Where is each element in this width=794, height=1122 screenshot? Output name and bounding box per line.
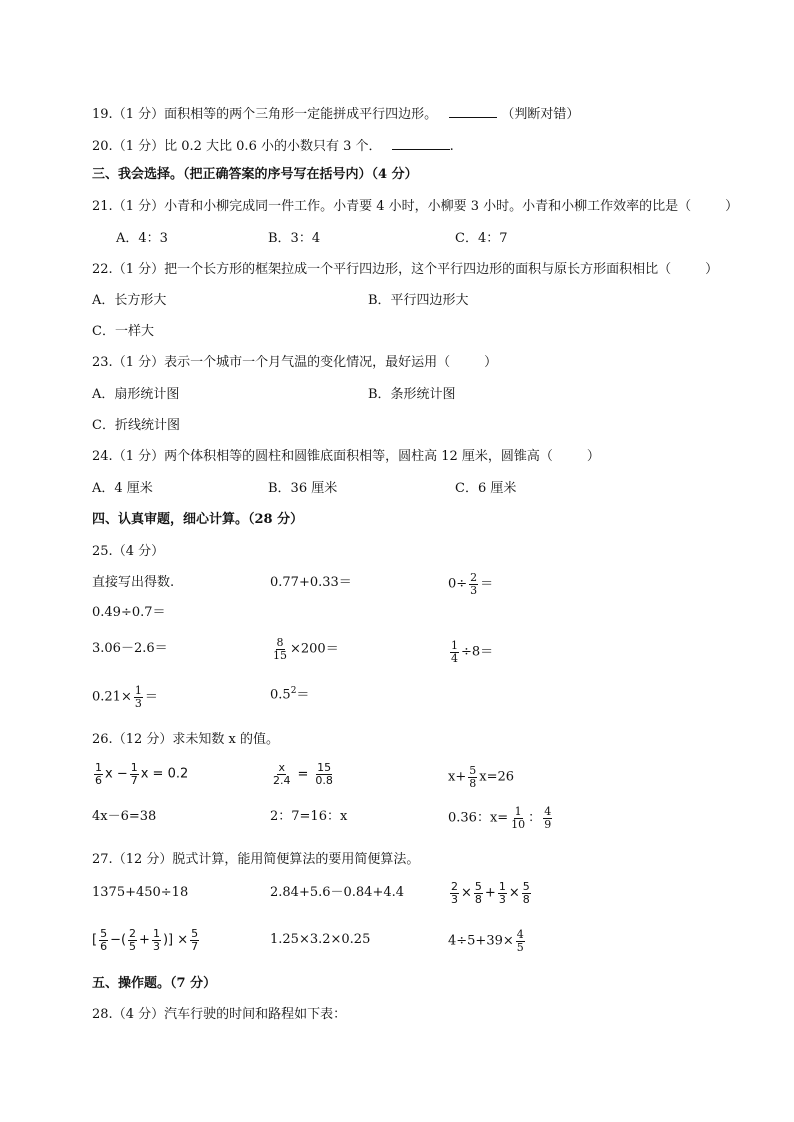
q27-expr-4 — [92, 928, 201, 952]
fraction — [543, 806, 552, 830]
question-score: （1 分） — [112, 449, 165, 464]
expr-text: = — [297, 766, 309, 782]
fraction — [516, 929, 525, 953]
q25-expr-5 — [270, 637, 339, 661]
question-28 — [92, 1008, 346, 1021]
numerator: 5 — [469, 764, 477, 777]
q24-option-b: B．36 厘米 — [268, 481, 338, 496]
numerator: 8 — [276, 636, 284, 649]
fraction — [190, 928, 199, 952]
fraction — [450, 640, 459, 664]
paren-close: ） — [725, 199, 739, 214]
denominator: 3 — [451, 892, 458, 906]
numerator: 1 — [130, 761, 138, 774]
expr-text: 0.21× — [92, 689, 132, 705]
bracket: [ — [92, 932, 98, 948]
q24-option-c: C．6 厘米 — [455, 481, 517, 496]
expr-text: 4÷5+39× — [448, 933, 514, 949]
q25-expr-7 — [92, 685, 158, 709]
question-text: 两个体积相等的圆柱和圆锥底面积相等，圆柱高 12 厘米，圆锥高（ — [164, 449, 553, 464]
fraction — [510, 806, 526, 830]
question-26 — [92, 733, 279, 746]
fraction — [134, 685, 143, 709]
q26-equation-1 — [92, 762, 188, 786]
numerator: 1 — [498, 880, 506, 893]
expr-text: 0÷ — [448, 576, 468, 592]
denominator: 6 — [100, 939, 108, 953]
question-number: 22. — [92, 262, 113, 277]
denominator: 7 — [130, 773, 138, 787]
q22-option-b: B．平行四边形大 — [368, 293, 469, 308]
question-text: 脱式计算，能用简便算法的要用简便算法。 — [172, 852, 420, 867]
q25-expr-3: 0.49÷0.7＝ — [92, 605, 166, 620]
expr-text: x = 0.2 — [140, 766, 189, 782]
operator: × — [508, 885, 520, 901]
numerator: 1 — [152, 927, 160, 940]
fraction — [498, 881, 507, 905]
denominator: 8 — [522, 892, 530, 906]
question-number: 27. — [92, 852, 113, 867]
denominator: 5 — [516, 940, 524, 954]
q26-equation-3 — [448, 765, 514, 789]
q26-equation-6 — [448, 806, 554, 830]
denominator: 15 — [273, 648, 287, 662]
question-text: 比 0.2 大比 0.6 小的小数只有 3 个． — [164, 139, 382, 154]
fraction — [468, 765, 477, 789]
question-21 — [92, 200, 738, 213]
expr-text: ＝ — [296, 687, 310, 703]
operator: + — [139, 932, 150, 948]
expr-text: 0.5 — [270, 687, 291, 703]
q25-expr-4: 3.06－2.6＝ — [92, 641, 168, 656]
denominator: 6 — [95, 773, 102, 787]
expr-text: ÷8＝ — [461, 644, 494, 660]
denominator: 9 — [544, 817, 552, 831]
denominator: 0.8 — [315, 773, 333, 787]
question-score: （4 分） — [112, 1007, 165, 1022]
q21-option-a: A．4：3 — [116, 231, 168, 246]
numerator: 4 — [516, 928, 524, 941]
operator: × — [461, 885, 472, 901]
expr-text: x − — [105, 766, 128, 782]
q26-equation-5: 2：7=16：x — [270, 809, 348, 824]
fraction — [469, 572, 478, 596]
fraction — [94, 762, 103, 786]
question-number: 24. — [92, 449, 113, 464]
fraction — [128, 928, 137, 952]
question-number: 23. — [92, 355, 113, 370]
expr-text: ＝ — [480, 576, 494, 592]
question-22 — [92, 263, 718, 276]
numerator: 5 — [522, 880, 530, 893]
numerator: x — [278, 761, 285, 774]
q23-option-a: A．扇形统计图 — [92, 387, 180, 402]
question-text: 把一个长方形的框架拉成一个平行四边形，这个平行四边形的面积与原长方形面积相比（ — [164, 262, 672, 277]
q22-option-a: A．长方形大 — [92, 293, 167, 308]
question-number: 26. — [92, 732, 113, 747]
denominator: 7 — [191, 939, 199, 953]
section-heading-3: 三、我会选择。（把正确答案的序号写在括号内）（4 分） — [92, 167, 418, 182]
bracket: )] × — [162, 932, 189, 948]
numerator: 5 — [474, 880, 482, 893]
section-heading-5: 五、操作题。（7 分） — [92, 976, 217, 991]
question-score: （1 分） — [112, 107, 165, 122]
question-suffix: （判断对错） — [501, 107, 580, 122]
question-number: 20. — [92, 139, 113, 154]
section-heading-4: 四、认真审题，细心计算。（28 分） — [92, 512, 304, 527]
question-text: 汽车行驶的时间和路程如下表： — [164, 1007, 347, 1022]
question-score: （1 分） — [112, 355, 165, 370]
fraction — [272, 762, 292, 786]
question-score: （1 分） — [112, 139, 165, 154]
numerator: 2 — [451, 880, 458, 893]
question-25 — [92, 545, 164, 558]
q25-intro: 直接写出得数. — [92, 575, 175, 590]
numerator: 1 — [134, 684, 142, 697]
q26-equation-2 — [270, 762, 336, 786]
numerator: 1 — [514, 805, 522, 818]
question-number: 28. — [92, 1007, 113, 1022]
numerator: 2 — [129, 927, 137, 940]
denominator: 4 — [451, 651, 458, 665]
numerator: 1 — [451, 639, 458, 652]
expr-text: 0.36：x= — [448, 810, 509, 826]
paren-close: ） — [586, 449, 600, 464]
question-24 — [92, 450, 600, 463]
question-text: 求未知数 x 的值。 — [172, 732, 279, 747]
question-text: 面积相等的两个三角形一定能拼成平行四边形。 — [164, 107, 438, 122]
q27-expr-3 — [448, 881, 533, 905]
fraction — [99, 928, 108, 952]
q22-option-c: C．一样大 — [92, 324, 154, 339]
q27-expr-5: 1.25×3.2×0.25 — [270, 932, 371, 947]
q25-expr-8 — [270, 687, 309, 701]
denominator: 3 — [470, 583, 478, 597]
denominator: 8 — [474, 892, 482, 906]
expr-text: ： — [528, 810, 542, 826]
question-number: 21. — [92, 199, 113, 214]
exponent: 2 — [290, 686, 297, 696]
question-text: 表示一个城市一个月气温的变化情况，最好运用（ — [164, 355, 451, 370]
question-text: 小青和小柳完成同一件工作。小青要 4 小时，小柳要 3 小时。小青和小柳工作效率的比是（ — [164, 199, 692, 214]
numerator: 5 — [100, 927, 108, 940]
answer-blank[interactable] — [449, 105, 497, 118]
q23-option-c: C．折线统计图 — [92, 418, 180, 433]
paren-close: ） — [705, 262, 719, 277]
numerator: 15 — [317, 761, 332, 774]
fraction — [272, 637, 288, 661]
answer-blank[interactable] — [392, 137, 450, 150]
numerator: 2 — [470, 571, 478, 584]
fraction — [450, 881, 459, 905]
denominator: 2.4 — [273, 773, 291, 787]
expr-text: x=26 — [479, 769, 515, 785]
question-score: （4 分） — [112, 544, 165, 559]
question-score: （1 分） — [112, 199, 165, 214]
q21-option-b: B．3：4 — [268, 231, 321, 246]
q27-expr-6 — [448, 929, 527, 953]
numerator: 4 — [544, 805, 552, 818]
paren-close: ） — [484, 355, 498, 370]
q25-expr-6 — [448, 640, 493, 664]
expr-text: x+ — [448, 769, 467, 785]
q23-option-b: B．条形统计图 — [368, 387, 456, 402]
q21-option-c: C．4：7 — [455, 231, 508, 246]
question-number: 19. — [92, 107, 113, 122]
q25-expr-2 — [448, 572, 493, 596]
fraction — [152, 928, 161, 952]
numerator: 5 — [191, 927, 199, 940]
q25-expr-1: 0.77+0.33＝ — [270, 575, 352, 590]
denominator: 3 — [498, 892, 506, 906]
fraction — [522, 881, 531, 905]
question-23 — [92, 356, 497, 369]
operator: −( — [110, 932, 127, 948]
numerator: 1 — [95, 761, 102, 774]
denominator: 5 — [129, 939, 137, 953]
question-score: （12 分） — [112, 732, 173, 747]
fraction — [314, 762, 334, 786]
denominator: 3 — [152, 939, 160, 953]
q26-equation-4: 4x－6=38 — [92, 809, 157, 824]
question-score: （1 分） — [112, 262, 165, 277]
question-suffix: . — [449, 139, 454, 154]
q24-option-a: A．4 厘米 — [92, 481, 153, 496]
question-19 — [92, 105, 579, 121]
fraction — [130, 762, 139, 786]
denominator: 3 — [134, 696, 142, 710]
expr-text: ×200＝ — [290, 641, 339, 657]
question-score: （12 分） — [112, 852, 173, 867]
denominator: 10 — [511, 817, 526, 831]
denominator: 8 — [469, 776, 477, 790]
question-20 — [92, 137, 454, 153]
q27-expr-2: 2.84+5.6－0.84+4.4 — [270, 885, 405, 900]
operator: + — [484, 885, 496, 901]
question-27 — [92, 853, 419, 866]
expr-text: ＝ — [144, 689, 158, 705]
question-number: 25. — [92, 544, 113, 559]
fraction — [474, 881, 483, 905]
q27-expr-1: 1375+450÷18 — [92, 885, 189, 900]
